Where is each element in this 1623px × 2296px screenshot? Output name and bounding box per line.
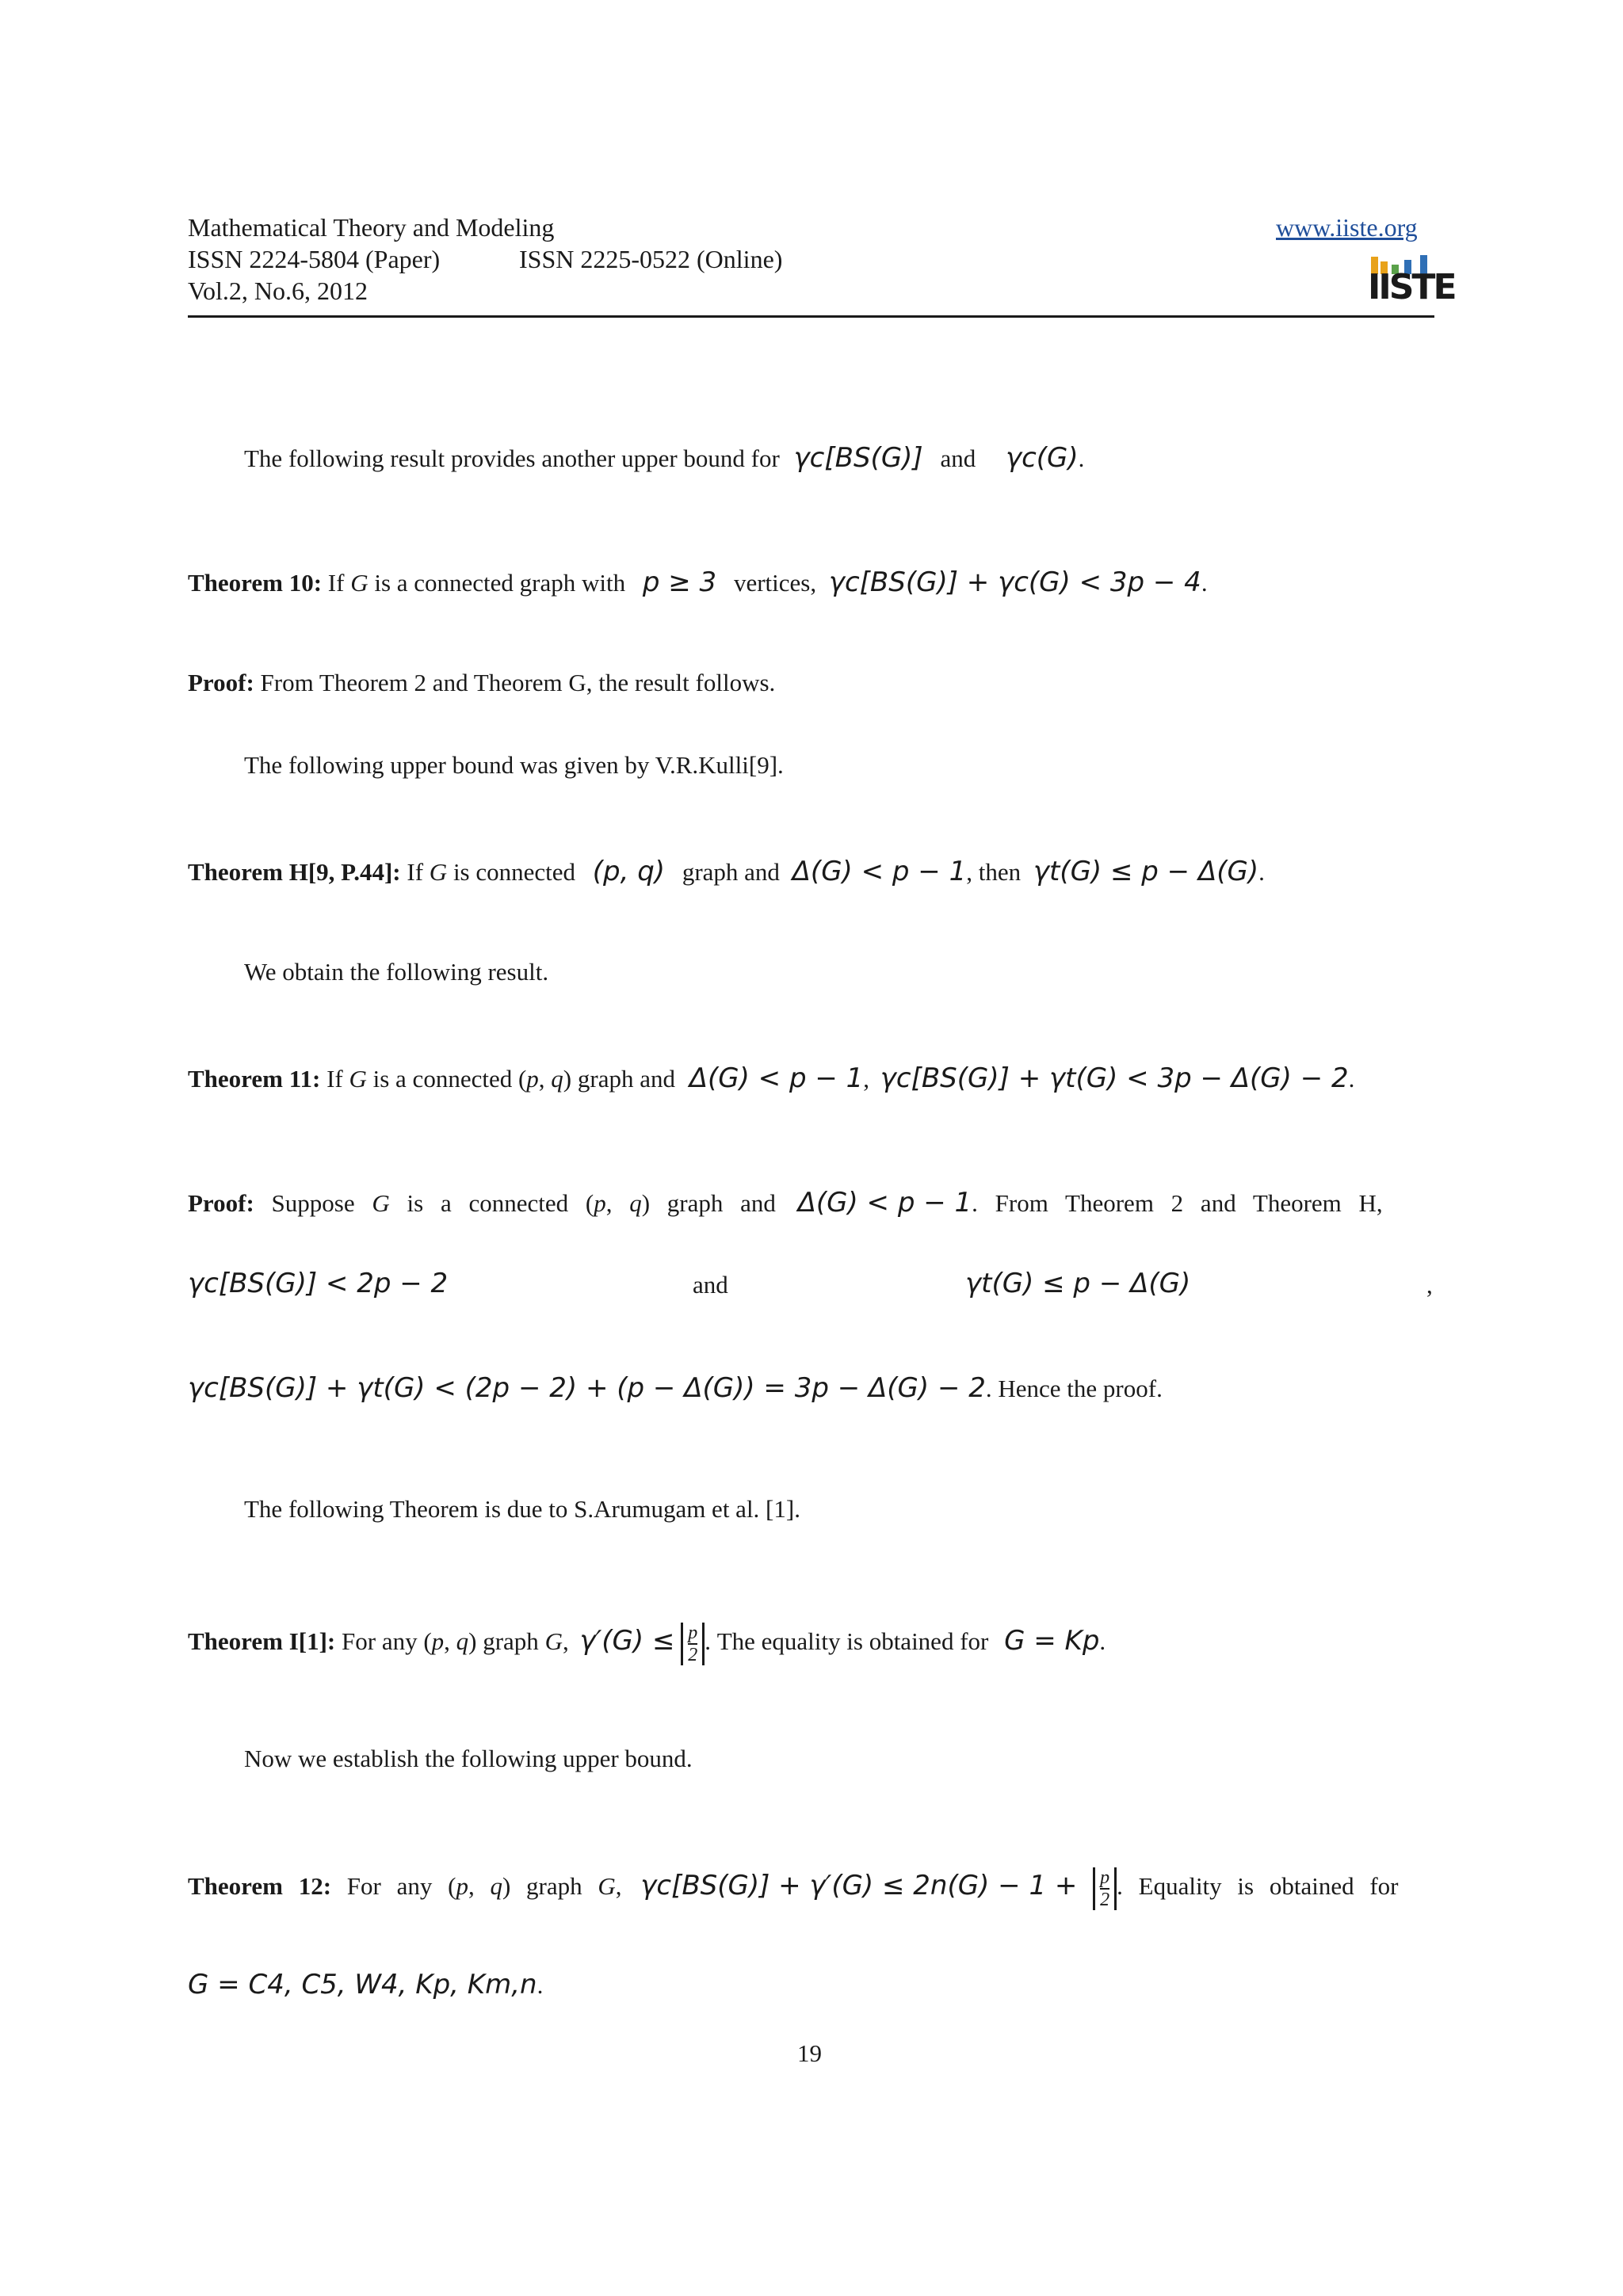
- journal-title: Mathematical Theory and Modeling: [188, 213, 555, 242]
- website-link[interactable]: www.iiste.org: [1276, 213, 1418, 242]
- math-gc-lt: γc[BS(G)] < 2p − 2: [188, 1268, 449, 1299]
- logo-text: IISTE: [1368, 267, 1455, 307]
- math-gc-g: γc(G): [1005, 442, 1079, 474]
- proof-11-conclusion: γc[BS(G)] + γt(G) < (2p − 2) + (p − Δ(G)) = 3p − Δ(G) − 2. Hence the proof.: [188, 1372, 1163, 1404]
- and-text: and: [693, 1271, 728, 1299]
- arumugam-intro: The following Theorem is due to S.Arumugam et al. [1].: [244, 1495, 800, 1523]
- math-gt-le: γt(G) ≤ p − Δ(G): [1033, 856, 1259, 887]
- theorem-label: Theorem 11:: [188, 1065, 321, 1093]
- math-delta-lt: Δ(G) < p − 1: [689, 1062, 864, 1094]
- theorem-label: Theorem H[9, P.44]:: [188, 858, 401, 886]
- theorem-label: Theorem I[1]:: [188, 1627, 336, 1656]
- theorem-h: Theorem H[9, P.44]: If G is connected (p, q) graph and Δ(G) < p − 1, then γt(G) ≤ p − Δ(G).: [188, 856, 1265, 887]
- math-thm12-graphs: G = C4, C5, W4, Kp, Km,n: [188, 1969, 537, 2000]
- floor-p-over-2: $\frac{p}{2}$: [681, 1623, 705, 1665]
- theorem-10: Theorem 10: If G is a connected graph with p ≥ 3 vertices, γc[BS(G)] + γc(G) < 3p − 4.: [188, 566, 1208, 598]
- math-gc-bsg: γc[BS(G)]: [793, 442, 923, 474]
- issn-online: ISSN 2225-0522 (Online): [519, 245, 783, 273]
- iiste-logo: [1368, 239, 1455, 307]
- theorem-11: Theorem 11: If G is a connected (p, q) graph and Δ(G) < p − 1, γc[BS(G)] + γt(G) < 3p − Δ(G) − 2.: [188, 1062, 1355, 1094]
- math-thm12-inequality: γc[BS(G)] + γ′(G) ≤ 2n(G) − 1 +: [640, 1870, 1078, 1902]
- intro-upper-bound: The following result provides another upper bound for γc[BS(G)] and γc(G).: [244, 442, 1085, 474]
- theorem-i: Theorem I[1]: For any (p, q) graph G, γ′(G) ≤ $\frac{p}{2}$. The equality is obtained for G = Kp.: [188, 1623, 1106, 1665]
- math-proof-chain: γc[BS(G)] + γt(G) < (2p − 2) + (p − Δ(G)) = 3p − Δ(G) − 2: [188, 1372, 986, 1404]
- math-pq: (p, q): [592, 856, 666, 887]
- math-gt-le: γt(G) ≤ p − Δ(G): [965, 1268, 1191, 1299]
- math-gprime-le: γ′(G) ≤: [579, 1625, 675, 1657]
- math-delta-lt: Δ(G) < p − 1: [797, 1187, 972, 1219]
- volume-info: Vol.2, No.6, 2012: [188, 277, 368, 305]
- math-p-ge-3: p ≥ 3: [642, 566, 717, 598]
- kulli-intro: The following upper bound was given by V.R.Kulli[9].: [244, 751, 784, 779]
- proof-11-line1: Proof: Suppose G is a connected (p, q) graph and Δ(G) < p − 1. From Theorem 2 and Theorem H,: [188, 1187, 1383, 1219]
- obtain-intro: We obtain the following result.: [244, 958, 549, 986]
- math-thm11-inequality: γc[BS(G)] + γt(G) < 3p − Δ(G) − 2: [880, 1062, 1349, 1094]
- theorem-12-graphs: G = C4, C5, W4, Kp, Km,n.: [188, 1969, 544, 2000]
- theorem-label: Theorem 10:: [188, 569, 323, 597]
- proof-label: Proof:: [188, 669, 254, 696]
- establish-intro: Now we establish the following upper bound.: [244, 1745, 693, 1772]
- proof-label: Proof:: [188, 1189, 254, 1217]
- math-delta-lt: Δ(G) < p − 1: [792, 856, 967, 887]
- issn-paper: ISSN 2224-5804 (Paper): [188, 245, 441, 273]
- math-thm10-inequality: γc[BS(G)] + γc(G) < 3p − 4: [828, 566, 1201, 598]
- floor-p-over-2: $\frac{p}{2}$: [1093, 1867, 1117, 1910]
- math-g-eq-kp: G = Kp: [1004, 1625, 1100, 1657]
- page-number: 19: [797, 2039, 822, 2067]
- theorem-12: Theorem 12: For any (p, q) graph G, γc[BS(G)] + γ′(G) ≤ 2n(G) − 1 + $\frac{p}{2}$. Equality is obtained for: [188, 1867, 1399, 1910]
- proof-10: Proof: From Theorem 2 and Theorem G, the result follows.: [188, 669, 776, 696]
- trailing-comma: ,: [1426, 1271, 1433, 1299]
- header-divider: [188, 315, 1434, 318]
- theorem-label: Theorem 12:: [188, 1872, 332, 1901]
